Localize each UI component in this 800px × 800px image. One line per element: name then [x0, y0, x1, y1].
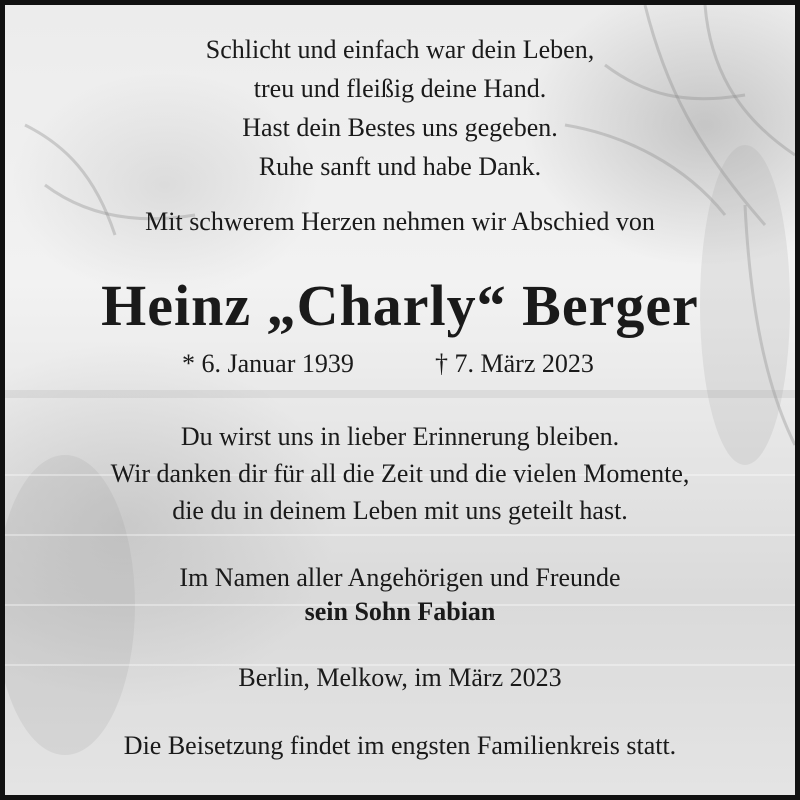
poem-line-1: Schlicht und einfach war dein Leben,: [205, 35, 595, 64]
message-line-1: Du wirst uns in lieber Erinnerung bleiben.: [180, 422, 620, 451]
farewell-intro: Mit schwerem Herzen nehmen wir Abschied von: [145, 207, 655, 236]
poem-line-4: Ruhe sanft und habe Dank.: [258, 152, 542, 181]
life-dates: [5, 349, 795, 385]
birth-date: * 6. Januar 1939: [182, 349, 354, 378]
poem-line-2: treu und fleißig deine Hand.: [253, 74, 547, 103]
poem-line-3: Hast dein Bestes uns gegeben.: [242, 113, 558, 142]
signature-name: sein Sohn Fabian: [304, 597, 496, 626]
signature-intro: Im Namen aller Angehörigen und Freunde: [179, 563, 621, 592]
place-date: Berlin, Melkow, im März 2023: [238, 663, 562, 692]
death-date: † 7. März 2023: [435, 349, 594, 378]
message-line-2: Wir danken dir für all die Zeit und die vielen Momente,: [110, 459, 690, 488]
funeral-note: Die Beisetzung findet im engsten Familienkreis statt.: [123, 731, 677, 760]
message-line-3: die du in deinem Leben mit uns geteilt hast.: [172, 496, 628, 525]
deceased-name: Heinz „Charly“ Berger: [101, 273, 699, 338]
